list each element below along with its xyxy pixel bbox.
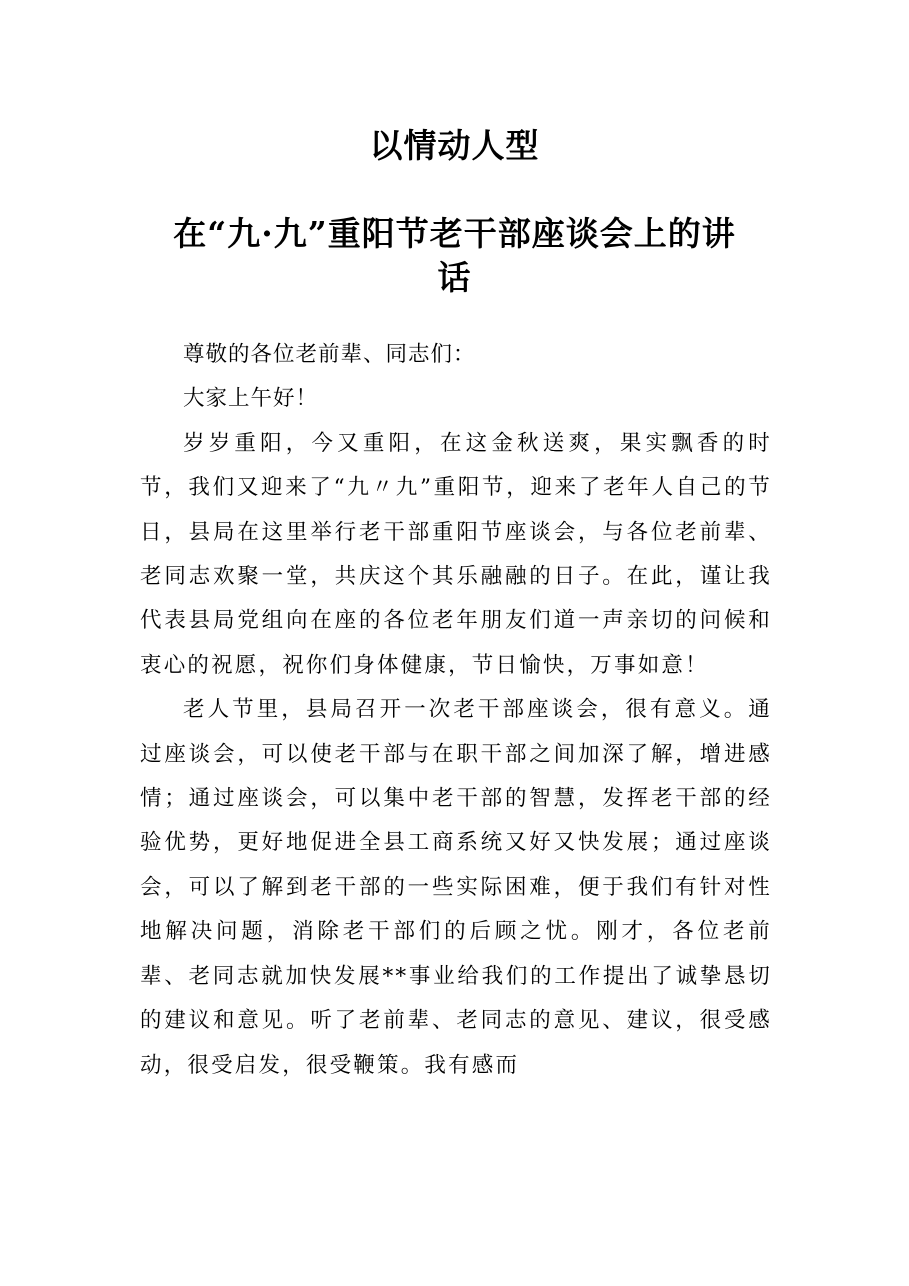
document-body xyxy=(140,333,772,1088)
document-subtitle-line-1: 在“九·九”重阳节老干部座谈会上的讲 xyxy=(173,214,736,253)
body-paragraph: 老人节里，县局召开一次老干部座谈会，很有意义。通过座谈会，可以使老干部与在职干部之间加深了解，增进感情；通过座谈会，可以集中老干部的智慧，发挥老干部的经验优势，更好地促进全县工商系统又好又快发展；通过座谈会，可以了解到老干部的一些实际困难，便于我们有针对性地解决问题，消除老干部们的后顾之忧。刚才，各位老前辈、老同志就加快发展**事业给我们的工作提出了诚挚恳切的建议和意见。听了老前辈、老同志的意见、建议，很受感动，很受启发，很受鞭策。我有感而 xyxy=(140,697,772,1078)
document-subtitle-line-2: 话 xyxy=(437,258,472,297)
greeting-paragraph: 大家上午好！ xyxy=(183,386,319,412)
body-paragraph: 岁岁重阳，今又重阳，在这金秋送爽，果实飘香的时节，我们又迎来了“九〃九”重阳节，迎来了老年人自己的节日，县局在这里举行老干部重阳节座谈会，与各位老前辈、老同志欢聚一堂，共庆这个其乐融融的日子。在此，谨让我代表县局党组向在座的各位老年朋友们道一声亲切的问候和衷心的祝愿，祝你们身体健康，节日愉快，万事如意！ xyxy=(140,430,772,678)
salutation-paragraph: 尊敬的各位老前辈、同志们： xyxy=(183,342,476,367)
document-title: 以情动人型 xyxy=(369,126,540,165)
